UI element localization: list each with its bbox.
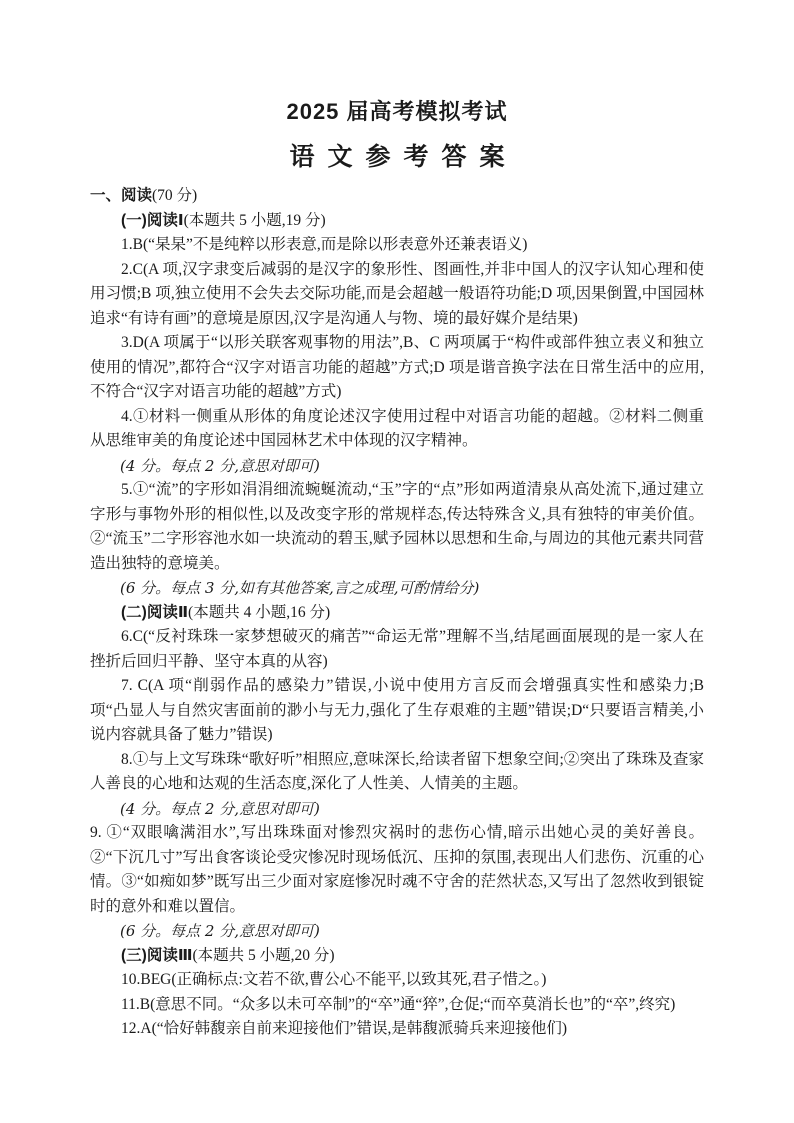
answer-1	[90, 233, 704, 258]
section-header-1	[90, 209, 704, 234]
score-note-4-text: (4 分。每点 2 分,意思对即可)	[120, 456, 320, 475]
answer-11	[90, 993, 704, 1018]
document-title: 2025 届高考模拟考试	[286, 99, 508, 124]
answer-10	[90, 968, 704, 993]
answer-4-text: 4.①材料一侧重从形体的角度论述汉字使用过程中对语言功能的超越。②材料二侧重从思维审美的角度论述中国园林艺术中体现的汉字精神。	[90, 407, 704, 449]
part-heading-text: (70 分)	[152, 187, 198, 204]
answer-7	[90, 674, 704, 748]
part-heading	[90, 184, 704, 209]
answer-9	[90, 821, 704, 919]
answer-12	[90, 1017, 704, 1042]
section-header-3-label: (三)阅读Ⅲ	[121, 946, 193, 964]
answer-3-text: 3.D(A 项属于“以形关联客观事物的用法”,B、C 两项属于“构件或部件独立表义和独立使用的情况”,都符合“汉字对语言功能的超越”方式;D 项是谐音换字法在日常生活中的应用,不符合“汉字对语言功能的超越”方式)	[90, 334, 704, 400]
answer-7-text: 7. C(A 项“削弱作品的感染力”错误,小说中使用方言反而会增强真实性和感染力;B 项“凸显人与自然灾害面前的渺小与无力,强化了生存艰难的主题”错误;D“只要语言精美,小说内容就具备了魅力”错误)	[90, 677, 704, 743]
answer-3	[90, 331, 704, 405]
answer-5-text: 5.①“流”的字形如涓涓细流蜿蜒流动,“玉”字的“点”形如两道清泉从高处流下,通过建立字形与事物外形的相似性,以及改变字形的常规样态,传达特殊含义,具有独特的审美价值。②“流玉”二字形容池水如一块流动的碧玉,赋予园林以思想和生命,与周边的其他元素共同营造出独特的意境美。	[90, 481, 704, 572]
section-header-2	[90, 601, 704, 626]
answer-6-text: 6.C(“反衬珠珠一家梦想破灭的痛苦”“命运无常”理解不当,结尾画面展现的是一家人在挫折后回归平静、坚守本真的从容)	[90, 628, 704, 670]
section-header-1-label: (一)阅读Ⅰ	[121, 211, 184, 229]
section-header-2-text: (本题共 4 小题,16 分)	[188, 603, 331, 621]
score-note-8	[90, 797, 704, 822]
answer-9-text: 9. ①“双眼噙满泪水”,写出珠珠面对惨烈灾祸时的悲伤心情,暗示出她心灵的美好善良。②“下沉几寸”写出食客谈论受灾惨况时现场低沉、压抑的氛围,表现出人们悲伤、沉重的心情。③“如痴如梦”既写出三少面对家庭惨况时魂不守舍的茫然状态,又写出了忽然收到银锭时的意外和难以置信。	[90, 824, 704, 915]
score-note-5	[90, 576, 704, 601]
document-subtitle: 语文参考答案	[289, 143, 518, 171]
answer-2	[90, 258, 704, 332]
answer-12-text: 12.A(“恰好韩馥亲自前来迎接他们”错误,是韩馥派骑兵来迎接他们)	[121, 1020, 568, 1037]
answer-8	[90, 748, 704, 797]
score-note-8-text: (4 分。每点 2 分,意思对即可)	[120, 799, 320, 818]
score-note-5-text: (6 分。每点 3 分,如有其他答案,言之成理,可酌情给分)	[120, 579, 480, 597]
answer-5	[90, 478, 704, 576]
answer-6	[90, 625, 704, 674]
answer-10-text: 10.BEG(正确标点:文若不欲,曹公心不能平,以致其死,君子惜之。)	[121, 971, 547, 988]
answer-8-text: 8.①与上文写珠珠“歌好听”相照应,意味深长,给读者留下想象空间;②突出了珠珠及查家人善良的心地和达观的生活态度,深化了人性美、人情美的主题。	[90, 750, 704, 792]
section-header-3	[90, 944, 704, 969]
answer-2-text: 2.C(A 项,汉字隶变后减弱的是汉字的象形性、图画性,并非中国人的汉字认知心理和使用习惯;B 项,独立使用不会失去交际功能,而是会超越一般语符功能;D 项,因果倒置,中国园林追求“有诗有画”的意境是原因,汉字是沟通人与物、境的最好媒介是结果)	[90, 260, 704, 327]
section-header-1-text: (本题共 5 小题,19 分)	[183, 211, 326, 229]
score-note-4	[90, 454, 704, 479]
section-header-2-label: (二)阅读Ⅱ	[121, 603, 189, 621]
section-header-3-text: (本题共 5 小题,20 分)	[192, 946, 335, 964]
answer-11-text: 11.B(意思不同。“众多以未可卒制”的“卒”通“猝”,仓促;“而卒莫消长也”的“卒”,终究)	[121, 995, 676, 1013]
answer-4	[90, 405, 704, 454]
score-note-9	[90, 919, 704, 944]
part-heading-label: 一、阅读	[90, 187, 153, 204]
answer-1-text: 1.B(“杲杲”不是纯粹以形表意,而是除以形表意外还兼表语义)	[121, 236, 528, 253]
score-note-9-text: (6 分。每点 2 分,意思对即可)	[120, 922, 320, 940]
answer-list	[90, 184, 704, 1042]
